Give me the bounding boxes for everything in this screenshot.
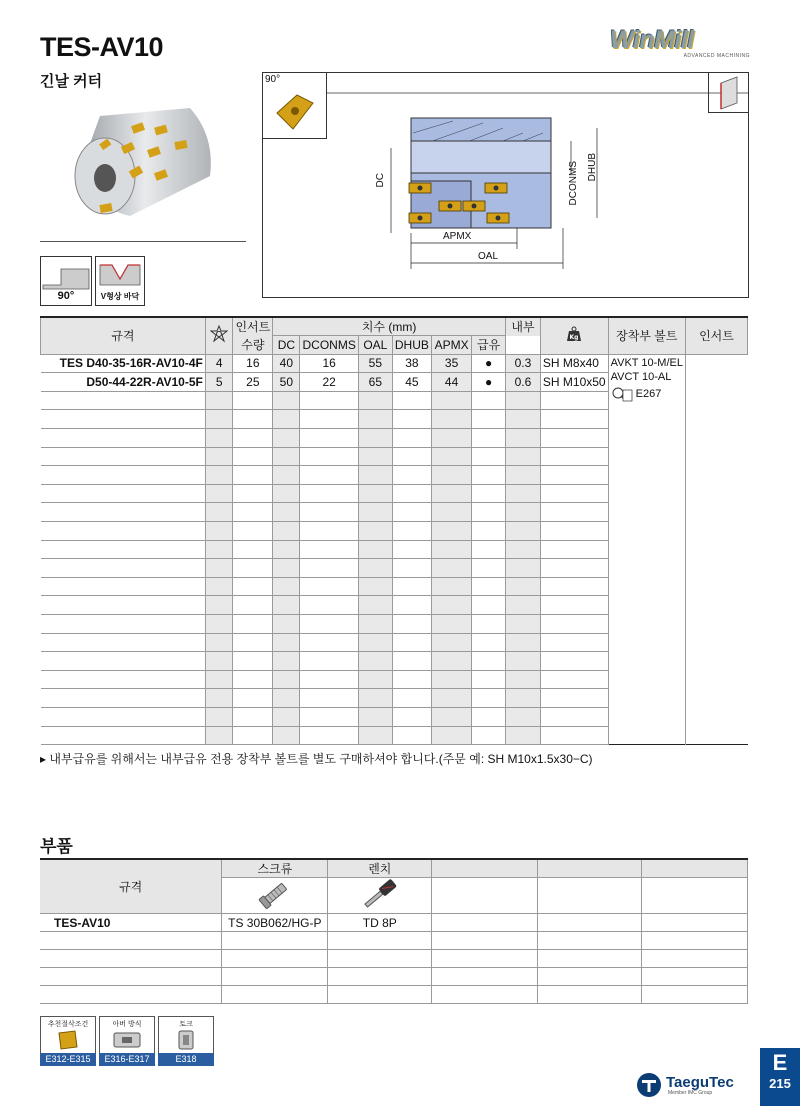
insert-list xyxy=(608,354,685,744)
parts-table xyxy=(40,858,748,1004)
apmx-label: APMX xyxy=(443,231,472,242)
table-header-row xyxy=(41,317,748,336)
insert-header: 인서트 xyxy=(685,317,747,354)
icon-label: 토크 xyxy=(179,1021,193,1028)
coolant-cell: ● xyxy=(472,373,506,392)
spec-cell: TES D40-35-16R-AV10-4F xyxy=(41,354,206,373)
insert-qty-header-bottom: 수량 xyxy=(233,336,273,355)
kg-cell: 0.3 xyxy=(505,354,540,373)
dconms-label: DCONMS xyxy=(568,161,579,206)
icon-label: 추천절삭조건 xyxy=(47,1021,89,1028)
dconms-header: DCONMS xyxy=(300,336,358,355)
arbor-type-icon[interactable] xyxy=(99,1016,155,1066)
taegutec-emblem-icon xyxy=(636,1072,664,1098)
coolant-cell: ● xyxy=(472,354,506,373)
parts-spec-header: 규격 xyxy=(40,859,222,914)
technical-drawing xyxy=(262,72,749,298)
coolant-header-top: 내부 xyxy=(505,317,540,336)
oal-cell: 55 xyxy=(358,354,392,373)
page-number: 215 xyxy=(769,1076,791,1091)
torque-icon[interactable] xyxy=(158,1016,214,1066)
section-tab xyxy=(760,1048,800,1106)
cutting-conditions-icon[interactable] xyxy=(40,1016,96,1066)
icon-ref: E318 xyxy=(158,1053,214,1066)
icon-label: 아버 방식 xyxy=(112,1021,142,1028)
dhub-header: DHUB xyxy=(392,336,431,355)
dc-label: DC xyxy=(375,173,386,188)
bolt-cell: SH M8x40 xyxy=(540,354,608,373)
wrench-header: 렌치 xyxy=(328,859,432,878)
qty-cell: 16 xyxy=(233,354,273,373)
qty-cell: 25 xyxy=(233,373,273,392)
screw-header: 스크류 xyxy=(222,859,328,878)
icon-ref: E312-E315 xyxy=(40,1053,96,1066)
insert-item[interactable]: AVCT 10-AL xyxy=(610,370,672,383)
apmx-header: APMX xyxy=(431,336,471,355)
kg-text: Kg xyxy=(569,334,579,342)
oal-cell: 65 xyxy=(358,373,392,392)
screw-cell: TS 30B062/HG-P xyxy=(222,914,328,932)
bolt-cell: SH M10x50 xyxy=(540,373,608,392)
spec-cell: D50-44-22R-AV10-5F xyxy=(41,373,206,392)
dc-cell: 50 xyxy=(273,373,300,392)
dhub-cell: 45 xyxy=(392,373,431,392)
dc-cell: 40 xyxy=(273,354,300,373)
magnifier-icon xyxy=(611,386,633,402)
bolt-header: 장착부 볼트 xyxy=(608,317,685,354)
insert-item[interactable]: AVKT 10-M/EL xyxy=(610,356,683,369)
angle-label: 90° xyxy=(57,290,75,302)
logo-subtext: ADVANCED MACHINING xyxy=(683,53,750,59)
brand-text: TaeguTec xyxy=(666,1074,734,1091)
brand-subtext: Member IMC Group xyxy=(668,1090,713,1096)
screw-icon xyxy=(222,878,328,914)
insert-qty-header-top: 인서트 xyxy=(233,317,273,336)
taegutec-logo xyxy=(636,1072,754,1098)
wrench-icon xyxy=(328,878,432,914)
v-bottom-icon xyxy=(95,256,145,306)
dhub-cell: 38 xyxy=(392,354,431,373)
insert-ref-link[interactable]: E267 xyxy=(611,386,683,402)
oal-label: OAL xyxy=(478,251,499,262)
logo-text: WinMill xyxy=(610,26,694,54)
weight-icon xyxy=(540,317,608,354)
coolant-header-bottom: 급유 xyxy=(472,336,506,355)
kg-cell: 0.6 xyxy=(505,373,540,392)
cutter-photo xyxy=(60,96,220,231)
coolant-note: ▸ 내부급유를 위해서는 내부급유 전용 장착부 볼트를 별도 구매하셔야 합니다.(주문 예: SH M10x1.5x30−C) xyxy=(40,752,593,766)
parts-title: 부품 xyxy=(40,837,73,856)
oal-header: OAL xyxy=(358,336,392,355)
z-cell: 4 xyxy=(205,354,233,373)
table-row xyxy=(41,354,748,373)
parts-spec-cell: TES-AV10 xyxy=(40,914,222,932)
v-shape-label: V형상 바닥 xyxy=(100,292,140,301)
shoulder-corner-icon xyxy=(708,73,748,113)
apmx-cell: 44 xyxy=(431,373,471,392)
dconms-cell: 16 xyxy=(300,354,358,373)
spec-header: 규격 xyxy=(41,317,206,354)
insert-angle-label: 90° xyxy=(265,74,281,85)
dconms-cell: 22 xyxy=(300,373,358,392)
shoulder-90-icon xyxy=(40,256,92,306)
page-title: TES-AV10 xyxy=(40,32,164,62)
winmill-logo xyxy=(610,26,750,62)
dhub-label: DHUB xyxy=(587,153,598,182)
page-subtitle: 긴날 커터 xyxy=(40,73,103,90)
divider xyxy=(40,241,246,242)
dims-group-header: 치수 (mm) xyxy=(273,317,506,336)
icon-ref: E316-E317 xyxy=(99,1053,155,1066)
wrench-cell: TD 8P xyxy=(328,914,432,932)
apmx-cell: 35 xyxy=(431,354,471,373)
z-cell: 5 xyxy=(205,373,233,392)
teeth-icon xyxy=(205,317,233,354)
table-row xyxy=(40,914,748,932)
section-letter: E xyxy=(772,1050,788,1075)
spec-table xyxy=(40,316,748,745)
dc-header: DC xyxy=(273,336,300,355)
